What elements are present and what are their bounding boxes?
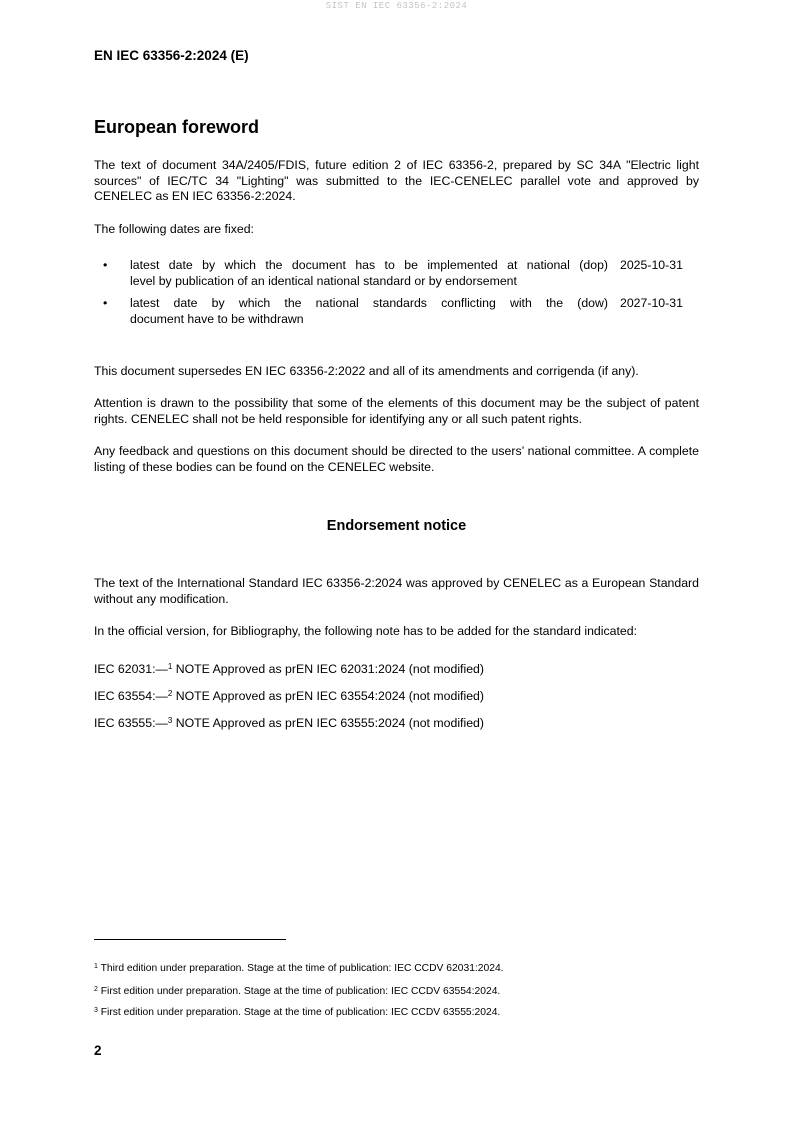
footnote [94,1006,500,1019]
note-reference: IEC 63555:— [94,716,168,730]
date-item-line: level by publication of an identical national standard or by endorsement [130,273,517,288]
bibliography-note [94,689,484,705]
supersedes-paragraph: This document supersedes EN IEC 63356-2:2022 and all of its amendments and corrigenda (if any). [94,364,639,378]
endorsement-title: Endorsement notice [326,518,467,534]
date-value: 2027-10-31 [620,296,683,310]
dates-intro: The following dates are fixed: [94,222,254,236]
note-text: NOTE Approved as prEN IEC 63554:2024 (not modified) [172,689,484,703]
bibliography-note [94,716,484,732]
bullet-icon: • [103,258,108,272]
footnote-text: First edition under preparation. Stage at the time of publication: IEC CCDV 63555:2024. [97,1007,501,1018]
footnote-marker[interactable]: 1 [167,662,173,671]
running-head: EN IEC 63356-2:2024 (E) [94,48,249,63]
feedback-paragraph: Any feedback and questions on this document should be directed to the users’ national committee. A complete listing of these bodies can be found on the CENELEC website. [94,444,699,474]
watermark: SIST EN IEC 63356-2:2024 [325,1,468,11]
note-reference: IEC 63554:— [94,689,168,703]
date-item-line: latest date by which the national standards conflicting with the (dow) [130,296,608,310]
date-item-text [130,296,608,327]
date-item-line: document have to be withdrawn [130,311,304,326]
footnote-number: 2 [94,986,98,993]
date-item-text [130,258,608,289]
footnote-number: 1 [94,963,98,970]
note-reference: IEC 62031:— [94,662,168,676]
date-value: 2025-10-31 [620,258,683,272]
bibliography-note [94,662,484,678]
patent-paragraph: Attention is drawn to the possibility that some of the elements of this document may be the subject of patent rights. CENELEC shall not be held responsible for identifying any or all such patent rights. [94,396,699,426]
footnote-number: 3 [94,1007,98,1014]
note-text: NOTE Approved as prEN IEC 63555:2024 (not modified) [172,716,484,730]
footnote-marker[interactable]: 3 [167,716,173,725]
bullet-icon: • [103,296,108,310]
footnote-separator [94,939,286,940]
endorsement-paragraph: The text of the International Standard IEC 63356-2:2024 was approved by CENELEC as a European Standard without any modification. [94,576,699,606]
page-number: 2 [94,1043,102,1058]
footnote-text: First edition under preparation. Stage at the time of publication: IEC CCDV 63554:2024. [97,986,501,997]
date-item-line: latest date by which the document has to be implemented at national (dop) [130,258,608,272]
foreword-paragraph: The text of document 34A/2405/FDIS, future edition 2 of IEC 63356-2, prepared by SC 34A "Electric light sources" of IEC/TC 34 "Lighting" was submitted to the IEC-CENELEC parallel vote and approved by CENELEC as EN IEC 63356-2:2024. [94,158,699,203]
footnote [94,985,500,998]
foreword-title: European foreword [94,117,260,137]
footnote-marker[interactable]: 2 [167,689,173,698]
bibliography-instruction: In the official version, for Bibliography, the following note has to be added for the standard indicated: [94,624,638,638]
note-text: NOTE Approved as prEN IEC 62031:2024 (not modified) [172,662,484,676]
footnote [94,962,504,975]
footnote-text: Third edition under preparation. Stage at the time of publication: IEC CCDV 62031:2024. [97,963,504,974]
